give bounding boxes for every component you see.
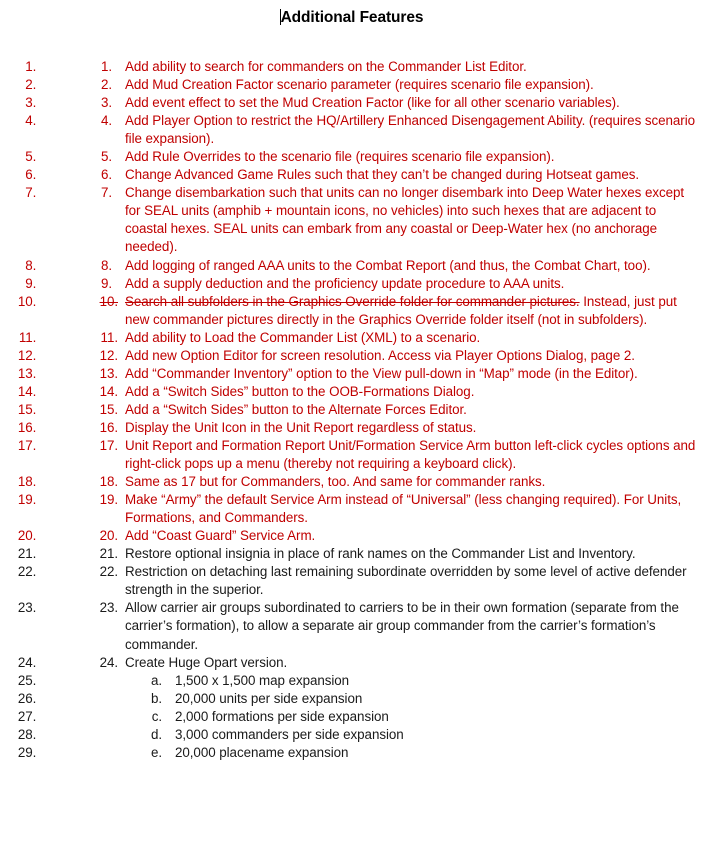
sub-list-item-text: 1,500 x 1,500 map expansion xyxy=(175,672,350,688)
sub-list-item xyxy=(40,726,703,744)
list-item-marker: 21. 21. xyxy=(99,546,118,562)
list-item-text: Add Mud Creation Factor scenario parameter (requires scenario file expansion). xyxy=(125,77,594,93)
list-item xyxy=(40,257,703,275)
list-item-text: Add Player Option to restrict the HQ/Artillery Enhanced Disengagement Ability. (requires scenario file expansion). xyxy=(125,113,695,147)
list-item-text: Make “Army” the default Service Arm instead of “Universal” (less changing required). For Units, Formations, and Commanders. xyxy=(125,492,682,526)
list-item-marker: 16. 16. xyxy=(99,419,118,435)
list-item-marker: 6. 6. xyxy=(100,167,112,183)
list-item-marker: 11. 11. xyxy=(100,329,118,345)
list-item-text: Change disembarkation such that units can no longer disembark into Deep Water hexes except for SEAL units (amphib + mountain icons, no vehicles) into such hexes that are adjacent to coastal hexes. SEAL units can embark from any coastal or Deep-Water hex (no anchorage needed). xyxy=(125,185,685,255)
list-item-marker: 23. 23. xyxy=(99,600,118,616)
list-item-text: Add ability to Load the Commander List (XML) to a scenario. xyxy=(125,329,481,345)
list-item-marker: 17. 17. xyxy=(99,437,118,453)
sub-list-item xyxy=(40,744,703,762)
sub-list-item-marker: 26. b. xyxy=(150,690,162,706)
sub-list-item-text: 20,000 units per side expansion xyxy=(175,690,363,706)
list-item-text: Allow carrier air groups subordinated to carriers to be in their own formation (separate from the carrier’s formation), to allow a separate air group commander from the carrier’s formation’s commander. xyxy=(125,600,679,652)
list-item-text: Add “Commander Inventory” option to the View pull-down in “Map” mode (in the Editor). xyxy=(125,365,638,381)
list-item-text: Add Rule Overrides to the scenario file (requires scenario file expansion). xyxy=(125,149,555,165)
sub-list-item xyxy=(40,708,703,726)
list-item-text: Add a supply deduction and the proficiency update procedure to AAA units. xyxy=(125,275,565,291)
list-item xyxy=(40,275,703,293)
list-item-text: Add a “Switch Sides” button to the OOB-Formations Dialog. xyxy=(125,383,475,399)
list-item xyxy=(40,148,703,166)
list-item xyxy=(40,419,703,437)
feature-list xyxy=(0,58,703,762)
list-item-marker: 19. 19. xyxy=(99,492,118,508)
list-item-marker: 24. 24. xyxy=(99,654,118,670)
list-item-text: Display the Unit Icon in the Unit Report regardless of status. xyxy=(125,419,477,435)
list-item xyxy=(40,599,703,653)
list-item-text: Change Advanced Game Rules such that they can’t be changed during Hotseat games. xyxy=(125,167,640,183)
list-item xyxy=(40,545,703,563)
list-item xyxy=(40,166,703,184)
list-item xyxy=(40,365,703,383)
list-item xyxy=(40,437,703,473)
list-item xyxy=(40,329,703,347)
list-item-marker: 2. 2. xyxy=(100,77,112,93)
page-title xyxy=(280,9,424,27)
list-item xyxy=(40,94,703,112)
list-item-marker: 10. 10. xyxy=(99,293,118,309)
list-item xyxy=(40,527,703,545)
sub-list-item xyxy=(40,672,703,690)
list-item xyxy=(40,184,703,256)
title-row xyxy=(0,0,703,33)
sub-list-item xyxy=(40,690,703,708)
list-item xyxy=(40,401,703,419)
list-item-struck-text: Search all subfolders in the Graphics Override folder for commander pictures. xyxy=(125,293,580,309)
list-item xyxy=(40,491,703,527)
sub-list-item-marker: 28. d. xyxy=(150,726,162,742)
list-item-text: Add ability to search for commanders on the Commander List Editor. xyxy=(125,59,527,74)
list-item-marker: 7. 7. xyxy=(100,185,112,201)
list-item xyxy=(40,58,703,76)
list-item xyxy=(40,347,703,365)
list-item-marker: 5. 5. xyxy=(100,149,112,165)
list-item-marker: 18. 18. xyxy=(99,474,118,490)
list-item-marker: 22. 22. xyxy=(99,564,118,580)
list-item xyxy=(40,563,703,599)
list-item xyxy=(40,473,703,491)
list-item-text: Add new Option Editor for screen resolution. Access via Player Options Dialog, page 2. xyxy=(125,347,635,363)
list-item-marker: 12. 12. xyxy=(99,347,118,363)
list-item-text: Add event effect to set the Mud Creation Factor (like for all other scenario variables). xyxy=(125,95,620,111)
sub-list-item-text: 20,000 placename expansion xyxy=(175,744,349,760)
list-item-marker: 8. 8. xyxy=(100,257,112,273)
list-item xyxy=(40,654,703,672)
list-item-text: Unit Report and Formation Report Unit/Formation Service Arm button left-click cycles options and right-click pops up a menu (thereby not requiring a keyboard click). xyxy=(125,437,696,472)
list-item-marker: 3. 3. xyxy=(100,95,112,111)
sub-list-item-marker: 27. c. xyxy=(151,708,162,724)
list-item-marker: 9. 9. xyxy=(100,275,112,291)
list-item xyxy=(40,383,703,401)
sub-list-item-marker: 29. e. xyxy=(150,744,162,760)
list-item-marker: 15. 15. xyxy=(99,401,118,417)
list-item-text: Create Huge Opart version. xyxy=(125,654,288,670)
list-item xyxy=(40,293,703,329)
sub-list-item-text: 3,000 commanders per side expansion xyxy=(175,726,404,742)
list-item-text: Add “Coast Guard” Service Arm. xyxy=(125,528,316,544)
list-item-text: Same as 17 but for Commanders, too. And same for commander ranks. xyxy=(125,474,546,490)
list-item-marker: 13. 13. xyxy=(99,365,118,381)
list-item-marker: 20. 20. xyxy=(99,528,118,544)
list-item-marker: 14. 14. xyxy=(99,383,118,399)
list-item-text: Add a “Switch Sides” button to the Alternate Forces Editor. xyxy=(125,401,467,417)
list-item-text: Restriction on detaching last remaining subordinate overridden by some level of active defender strength in the superior. xyxy=(125,564,687,598)
list-item-marker: 4. 4. xyxy=(100,113,112,129)
sub-list-item-text: 2,000 formations per side expansion xyxy=(175,708,389,724)
list-item-text: Add logging of ranged AAA units to the Combat Report (and thus, the Combat Chart, too). xyxy=(125,257,651,273)
list-item-text: Instead, just put new commander pictures directly in the Graphics Override folder itself (not in subfolders). xyxy=(125,293,677,327)
list-item-text: Restore optional insignia in place of rank names on the Commander List and Inventory. xyxy=(125,546,636,562)
list-item xyxy=(40,112,703,148)
sub-list-item-marker: 25. a. xyxy=(150,672,162,688)
page-title-text: Additional Features xyxy=(280,9,424,26)
list-item-marker: 1. 1. xyxy=(100,59,112,74)
list-item xyxy=(40,76,703,94)
